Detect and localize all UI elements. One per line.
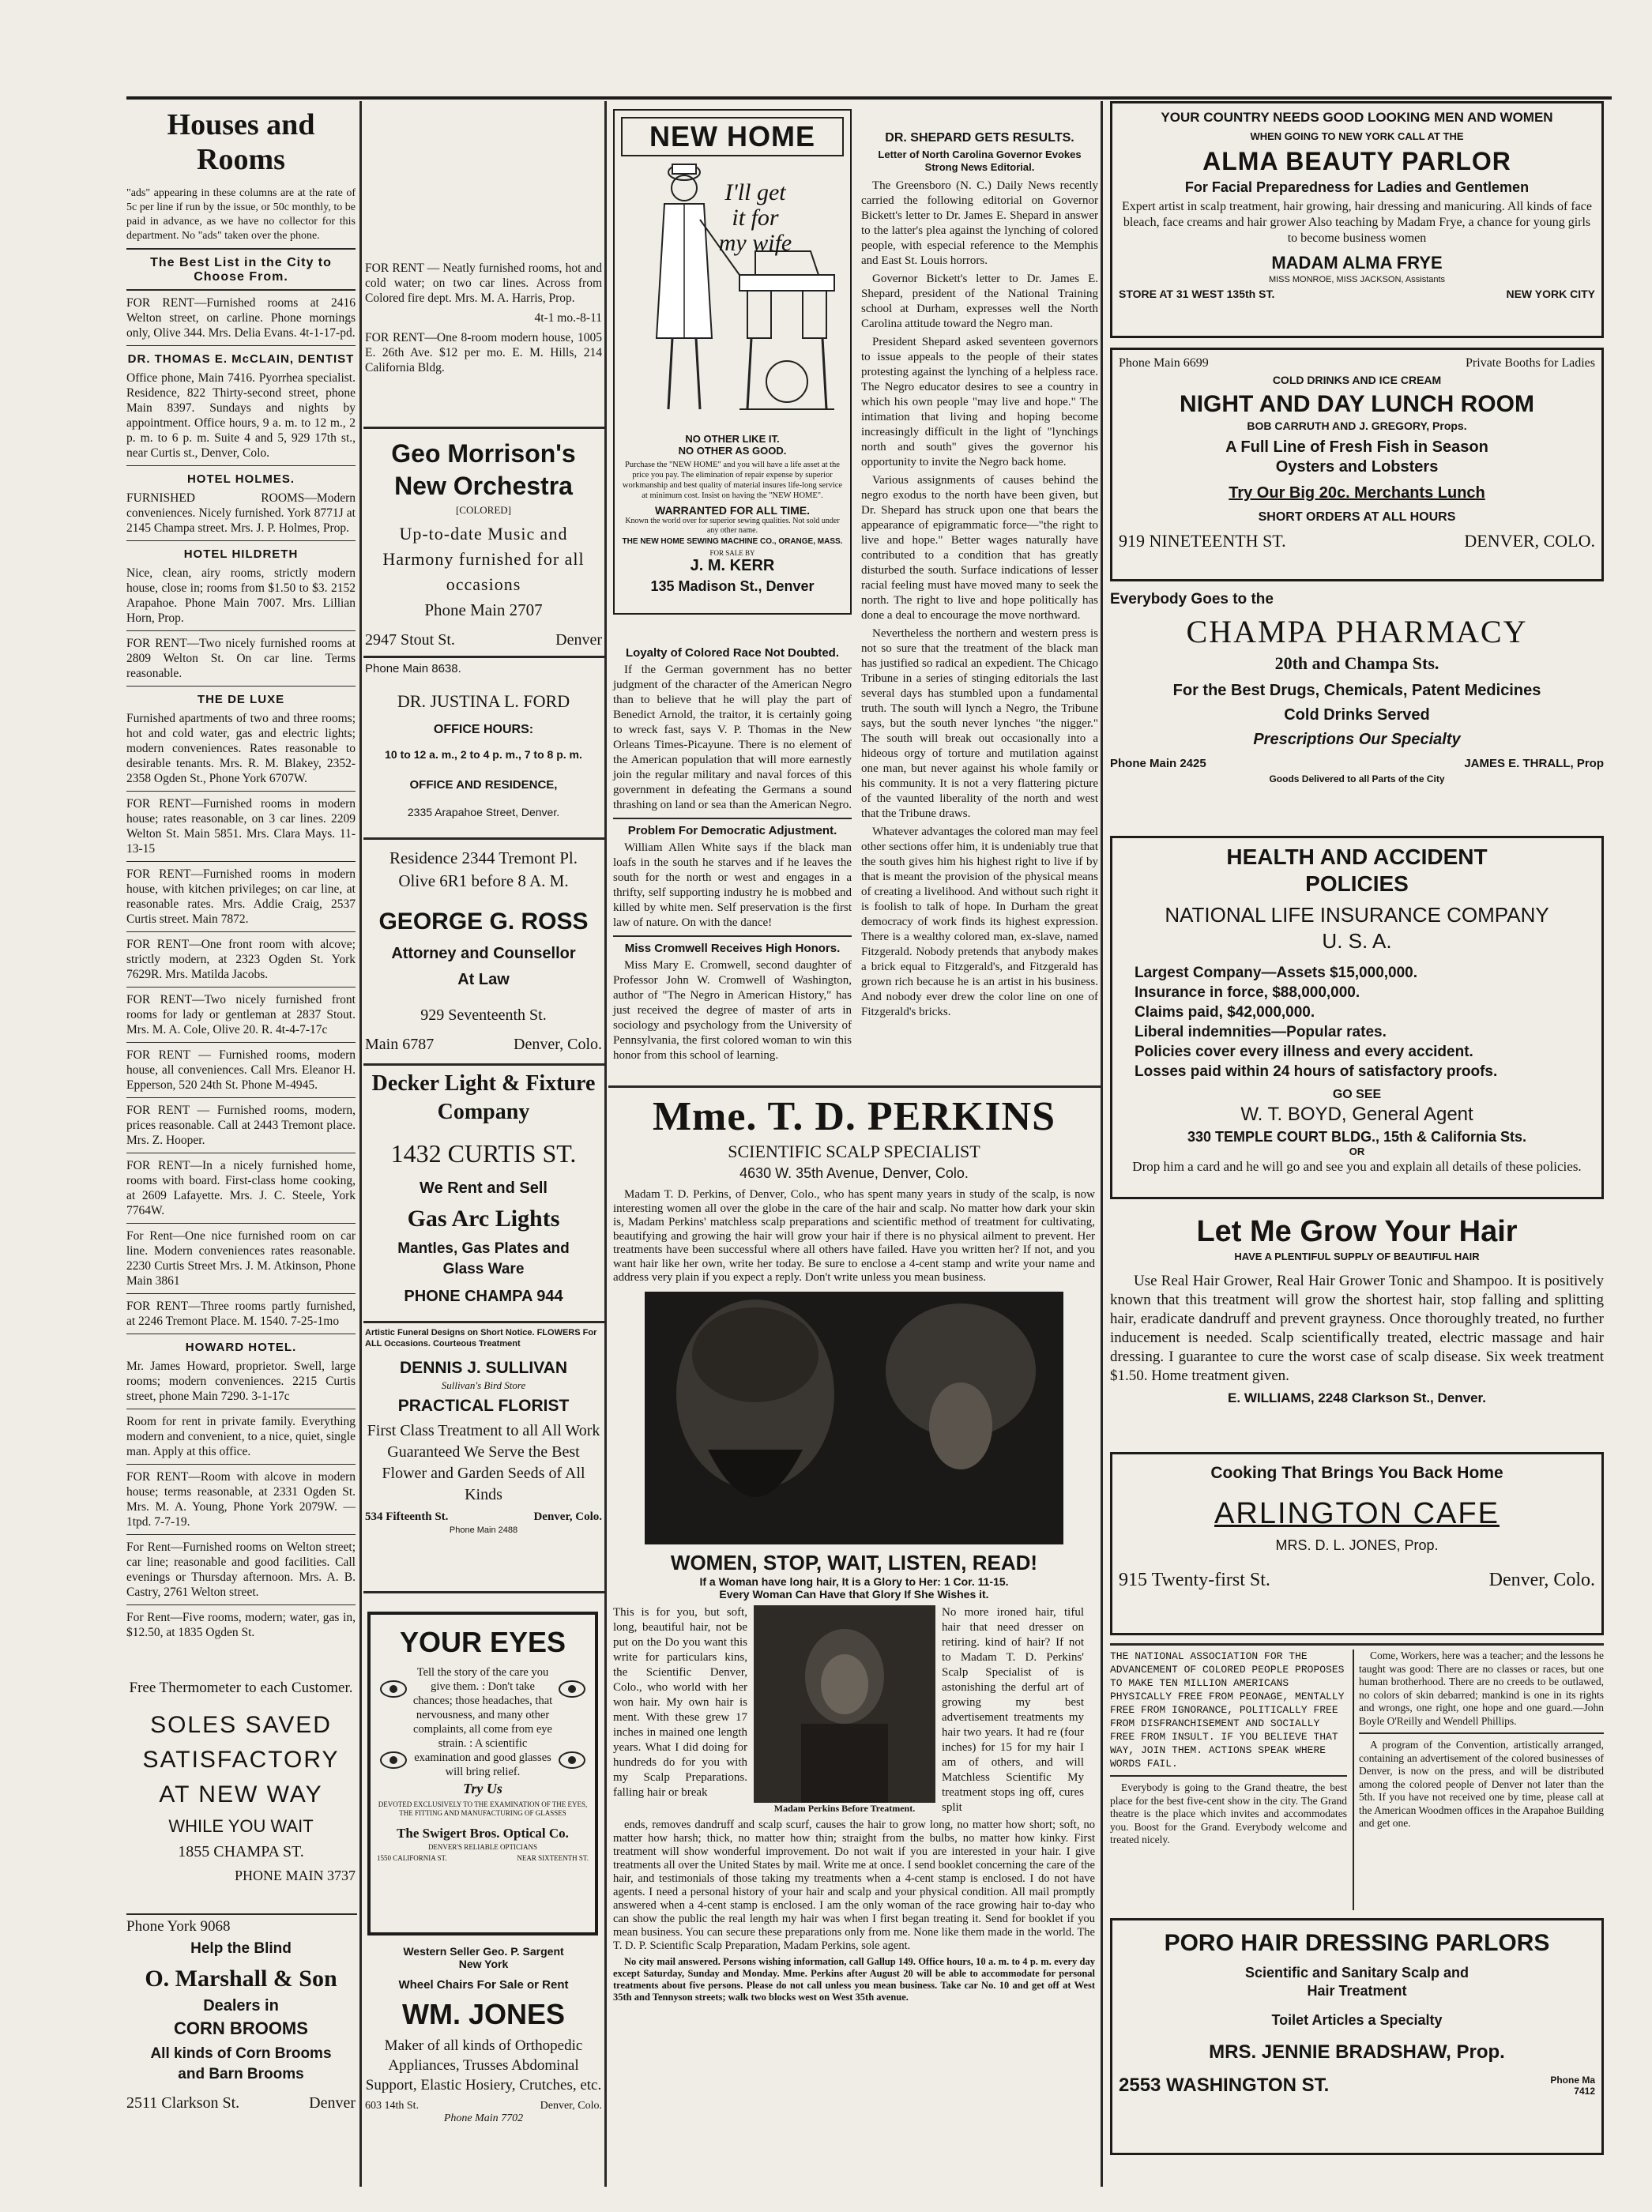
new-way: AT NEW WAY xyxy=(159,1781,323,1808)
newhome-addr: 135 Madison St., Denver xyxy=(650,578,815,594)
jones-top1: Western Seller Geo. P. Sargent xyxy=(403,1945,564,1958)
houses-column xyxy=(126,103,356,1639)
shepard-article xyxy=(861,126,1098,1074)
perkins-headline: WOMEN, STOP, WAIT, LISTEN, READ! xyxy=(670,1550,1038,1574)
newhome-kerr: J. M. KERR xyxy=(690,557,775,574)
ford-ad xyxy=(365,662,602,828)
pharmacy-addr: 20th and Champa Sts. xyxy=(1274,653,1439,673)
harris-tag: 4t-1 mo.-8-11 xyxy=(534,311,602,325)
classified-ad: FOR RENT—Two nicely furnished front rooms for lady or gentleman at 2837 Stout. Mrs. M. A. Cole, Olive 20. R. 4t-4-7-17c xyxy=(126,993,356,1036)
sullivan-body: First Class Treatment to all All Work Guaranteed We Serve the Best Flower and Garden Seeds of All Kinds xyxy=(367,1422,600,1503)
orchestra-title1: Geo Morrison's xyxy=(391,439,576,468)
shepard-head: DR. SHEPARD GETS RESULTS. xyxy=(885,131,1074,145)
insurance-drop: Drop him a card and he will go and see you and explain all details of these policies. xyxy=(1132,1159,1582,1174)
arlington-name: ARLINGTON CAFE xyxy=(1214,1497,1500,1530)
alma-madam: MADAM ALMA FRYE xyxy=(1271,253,1443,273)
eyes-company: The Swigert Bros. Optical Co. xyxy=(397,1826,569,1841)
shoe-address: 1855 CHAMPA ST. xyxy=(178,1843,304,1860)
shoe-phone: PHONE MAIN 3737 xyxy=(235,1868,356,1883)
col3-articles xyxy=(613,641,852,1068)
decker-line2: Gas Arc Lights xyxy=(407,1206,560,1232)
ford-hours: 10 to 12 a. m., 2 to 4 p. m., 7 to 8 p. m. xyxy=(385,748,582,761)
arlington-top: Cooking That Brings You Back Home xyxy=(1210,1464,1503,1482)
cromwell-head: Miss Cromwell Receives High Honors. xyxy=(624,942,841,955)
houses-title: Houses and Rooms xyxy=(167,108,315,176)
eyes-addr1: 1550 CALIFORNIA ST. xyxy=(377,1854,447,1862)
shepard-paragraph: Whatever advantages the colored man may feel other sections offer him, it is undeniably true that the south gives him his highest right to live if by that is meant the provision of the physical means of creating a livelihood. And without such right it is foolish to talk of hope. In Durham the great democracy of work finds its highest expression. There is a wealthy colored man, ex-slave, named Fitzgerald. Nobody pretends that anybody makes a brick equal to Fitzgerald's, and Fitzgerald has grown rich because he is an artist in his business. And nobody ever drew the color line on one of Fitzgerald's bricks. xyxy=(861,826,1098,1018)
satisfactory: SATISFACTORY xyxy=(142,1747,340,1773)
poro-addr: 2553 WASHINGTON ST. xyxy=(1119,2075,1330,2096)
perkins-right-col: No more ironed hair, tiful hair that need dresser on retiring. kind of hair? If not to Madam T. D. Perkins' Scalp Specialist of is astonishing the derful art of growing my best advertisement treatments my hair two years. It had re (four inches) for 15 for my hair I am of others, and will Matchless Scientific My treatment stops ing off, cures split xyxy=(942,1605,1084,1814)
newhome-slogan: I'll get it for my wife xyxy=(718,179,792,256)
insurance-line: Claims paid, $42,000,000. xyxy=(1135,1004,1315,1021)
decker-line1: We Rent and Sell xyxy=(420,1179,548,1197)
column-rule xyxy=(1101,101,1103,2187)
poro-name: PORO HAIR DRESSING PARLORS xyxy=(1164,1930,1550,1956)
sullivan-top: Artistic Funeral Designs on Short Notice. FLOWERS For ALL Occasions. Courteous Treatment xyxy=(365,1328,597,1349)
alma-ad xyxy=(1110,101,1604,338)
sullivan-addr: 534 Fifteenth St. xyxy=(365,1510,449,1523)
classified-heading: HOTEL HILDRETH xyxy=(183,547,299,561)
loyalty-body: If the German government has no better judgment of the character of the American Negro than to believe that he will play the part of Benedict Arnold, the traitor, it is certainly going to wreck fast, says V. P. Thomas in the New Orleans Times-Picayune. There is no element of the American population that will more earnestly join the regular military and naval forces of this government in defeating the Germans a sound thrashing on land or sea than the American Negro. xyxy=(613,664,852,811)
decker-name1: Decker Light & Fixture xyxy=(371,1071,596,1096)
alma-store: STORE AT 31 WEST 135th ST. xyxy=(1119,288,1275,300)
hair-sub: HAVE A PLENTIFUL SUPPLY OF BEAUTIFUL HAIR xyxy=(1234,1251,1480,1262)
classified-ad: FOR RENT—Three rooms partly furnished, at 2246 Tremont Place. M. 1540. 7-25-1mo xyxy=(126,1300,356,1328)
poro-ad xyxy=(1110,1918,1604,2155)
shepard-paragraph: The Greensboro (N. C.) Daily News recently carried the following editorial on Governor Bickett's letter to Dr. James E. Shepard in answer to the latter's plea against the lynching of colored people, with especial reference to the Memphis and East St. Louis horrors. xyxy=(861,179,1098,267)
pharmacy-name: CHAMPA PHARMACY xyxy=(1186,614,1528,649)
ford-office-hours: OFFICE HOURS: xyxy=(433,723,534,736)
poem-col xyxy=(1359,1650,1604,1910)
classified-ad: For Rent—One nice furnished room on car line. Modern conveniences rates reasonable. 2230 Curtis Street Mrs. J. M. Atkinson, Phone Main 3861 xyxy=(126,1229,356,1288)
eye-decor-icon xyxy=(555,1665,589,1792)
classified-ad: For Rent—Furnished rooms on Welton street; car line; reasonable and good facilities. Call evenings or Thursday afternoon. Mrs. A. B. Castry, 2761 Welton street. xyxy=(126,1540,356,1599)
perkins-before-photo xyxy=(754,1605,935,1803)
sullivan-florist: PRACTICAL FLORIST xyxy=(397,1397,570,1415)
all-kinds-2: and Barn Brooms xyxy=(178,2066,304,2082)
hair-body: Use Real Hair Grower, Real Hair Grower Tonic and Shampoo. It is positively known that this treatment will grow the shortest hair, stop falling and splitting hair, eradicate dandruff and prevent grayness. Once thoroughly treated, no further inducement is needed. Scalp scientifically treated, electric massage and hair dressing. I guarantee to cure the worst case of scalp disease. Six week treatment $1.50. Home treatment given. xyxy=(1110,1273,1604,1384)
insurance-usa: U. S. A. xyxy=(1322,929,1392,953)
convention-body: A program of the Convention, artistically arranged, containing an advertisement of the colored businesses of Denver, is now on the press, and will be distributed among the colored people of Denver not later than the 5th. If you have not received one by time, please call at the American Woodmen offices in the Arapahoe Building and get one. xyxy=(1359,1739,1604,1829)
ross-addr: 929 Seventeenth St. xyxy=(420,1006,547,1024)
jones-body: Maker of all kinds of Orthopedic Appliances, Trusses Abdominal Support, Elastic Hosiery, Crutches, etc. xyxy=(365,2037,602,2094)
jones-top2: New York xyxy=(458,1958,509,1970)
perkins-addr: 4630 W. 35th Avenue, Denver, Colo. xyxy=(739,1165,969,1181)
newhome-nogood: NO OTHER AS GOOD. xyxy=(678,445,787,457)
help-blind: Help the Blind xyxy=(190,1940,292,1957)
jones-name: WM. JONES xyxy=(401,1998,565,2030)
insurance-company: NATIONAL LIFE INSURANCE COMPANY xyxy=(1165,903,1549,927)
lunch-city: DENVER, COLO. xyxy=(1464,531,1595,551)
decker-ad xyxy=(365,1071,602,1308)
decker-phone: PHONE CHAMPA 944 xyxy=(404,1288,563,1305)
classified-ad: FOR RENT—In a nicely furnished home, rooms with board. First-class home cooking, at 2609 Lafayette. Mrs. J. C. Steele, York 7764W. xyxy=(126,1159,356,1217)
newhome-forsale: FOR SALE BY xyxy=(709,549,755,557)
classified-ad: Furnished apartments of two and three rooms; hot and cold water, gas and electric lights; modern conveniences. Rates reasonable to desirable tenants. Mrs. R. M. Blakey, 2352-2358 Ogden St., Phone York 6707W. xyxy=(126,712,356,785)
sullivan-sub: Sullivan's Bird Store xyxy=(441,1379,526,1391)
arlington-prop: MRS. D. L. JONES, Prop. xyxy=(1275,1537,1439,1553)
decker-name2: Company xyxy=(437,1100,530,1124)
poro-toilet: Toilet Articles a Specialty xyxy=(1271,2012,1443,2028)
soles-saved: SOLES SAVED xyxy=(150,1712,332,1738)
hair-ad xyxy=(1110,1215,1604,1444)
perkins-everywoman: Every Woman Can Have that Glory If She Wishes it. xyxy=(719,1587,989,1601)
newhome-nolike: NO OTHER LIKE IT. xyxy=(685,433,780,445)
ross-title1: Attorney and Counsellor xyxy=(391,945,576,962)
eyes-body: Tell the story of the care you give them. : Don't take chances; those headaches, that nervousness, and many other complaints, all come from eye strain. : A scientific examination and good glasses will bring relief. xyxy=(412,1666,553,1778)
perkins-left-col: This is for you, but soft, long, beautiful hair, not be put on the Do you want this write for particulars kins, the Scientific Denver, Colo., who world with her won hair. My own hair is ment. With these grew 17 inches in mained one length years. What I did doing for hundreds do for you with my Scalp Preparations. falling hair or break xyxy=(613,1605,747,1799)
shepard-paragraph: President Shepard asked seventeen governors to issue appeals to the people of their states protesting against the lynching of a helpless race. The Negro educator desires to see a country in which his own people "may live and hope." The intimation that living and hoping become increasingly difficult in the light of "lynchings north and south" gives the governor his opportunity to invite the Negro back home. xyxy=(861,336,1098,468)
blind-ad xyxy=(126,1918,356,2179)
insurance-line: Insurance in force, $88,000,000. xyxy=(1135,984,1360,1001)
ross-title2: At Law xyxy=(457,971,510,988)
eyes-try: Try Us xyxy=(463,1781,502,1796)
insurance-bldg: 330 TEMPLE COURT BLDG., 15th & California Sts. xyxy=(1187,1129,1527,1145)
poem-body: Come, Workers, here was a teacher; and the lessons he taught was good: There are no classes or races, but one human brotherhood. There are no creeds to be outlawed, no colors of skin debarred; mankind is one in its rights and wrongs, one right, one hope and one guard.—John Boyle O'Reilly and Wendell Phillips. xyxy=(1359,1650,1604,1727)
newhome-known: Known the world over for superior sewing qualities. Not sold under any other name. xyxy=(625,517,840,535)
hair-sig: E. WILLIAMS, 2248 Clarkson St., Denver. xyxy=(1228,1390,1486,1405)
shepard-paragraph: Various assignments of causes behind the negro exodus to the north have been given, but Dr. Shepard has struck upon one that bears the appearance of epigrammatic force—"the right to live and hope." Better wages naturally have contributed to a condition that has greatly disturbed the south. Surface indications of lesser racial feeling must have moved many to seek the north. The right to live and hope politically has done a deal to encourage the move northward. xyxy=(861,474,1098,622)
lunch-booths: Private Booths for Ladies xyxy=(1466,356,1595,370)
classified-heading: DR. THOMAS E. McCLAIN, DENTIST xyxy=(127,352,355,366)
ross-name: GEORGE G. ROSS xyxy=(378,908,589,935)
arlington-city: Denver, Colo. xyxy=(1488,1570,1595,1590)
orchestra-title2: New Orchestra xyxy=(394,472,573,500)
classified-ad: Room for rent in private family. Everything modern and convenient, to a nice, quiet, single man. Apply at this office. xyxy=(126,1415,356,1458)
classified-heading: HOTEL HOLMES. xyxy=(186,472,295,486)
woman-long-hair-photo xyxy=(645,1292,1063,1544)
perkins-sub: SCIENTIFIC SCALP SPECIALIST xyxy=(728,1142,980,1161)
classified-ad: FOR RENT—Two nicely furnished rooms at 2809 Welton St. On car line. Terms reasonable. xyxy=(126,637,356,680)
classified-ad: FOR RENT—Furnished rooms in modern house; rates reasonable, on 3 car lines. 2209 Welton St. Main 5851. Mrs. Clara Mays. 11-13-15 xyxy=(126,797,356,856)
orchestra-body: Up-to-date Music and Harmony furnished for all occasions xyxy=(382,524,585,594)
pharmacy-rx: Prescriptions Our Specialty xyxy=(1253,731,1461,748)
newhome-company: THE NEW HOME SEWING MACHINE CO., ORANGE, MASS. xyxy=(622,537,843,546)
newhome-warranted: WARRANTED FOR ALL TIME. xyxy=(655,504,810,517)
pharmacy-goes: Everybody Goes to the xyxy=(1110,591,1274,608)
sullivan-phone: Phone Main 2488 xyxy=(449,1525,518,1535)
classified-ad: FOR RENT — Furnished rooms, modern house, all conveniences. Call Mrs. Eleanor H. Epperson, 520 24th St. Phone M-4945. xyxy=(126,1048,356,1092)
lunch-addr: 919 NINETEENTH ST. xyxy=(1119,531,1286,551)
perkins-footer: No city mail answered. Persons wishing information, call Gallup 149. Office hours, 10 a. m. to 4 p. m. every day except Saturday, Sunday and Monday. Mme. Perkins after August 20 will be able to accommodate for personal treatments about five persons. Please do not call unless you mean business. Take car No. 10 and get off at West 35th and Tennyson streets; walk two blocks west on West 35th avenue. xyxy=(613,1955,1095,2003)
perkins-photo xyxy=(645,1292,1063,1544)
lunch-ad xyxy=(1110,348,1604,581)
before-treatment-photo xyxy=(754,1605,935,1803)
poro-prop: MRS. JENNIE BRADSHAW, Prop. xyxy=(1209,2041,1505,2063)
poro-sub2: Hair Treatment xyxy=(1307,1983,1407,1999)
while-you-wait: WHILE YOU WAIT xyxy=(168,1816,314,1836)
orchestra-colored: [COLORED] xyxy=(455,504,512,516)
eyes-title: YOUR EYES xyxy=(399,1626,566,1658)
ross-main: Main 6787 xyxy=(365,1036,435,1053)
lunch-lunch: Try Our Big 20c. Merchants Lunch xyxy=(1229,484,1485,502)
insurance-or: OR xyxy=(1349,1146,1365,1157)
jones-addr: 603 14th St. xyxy=(365,2100,420,2112)
alma-ny: WHEN GOING TO NEW YORK CALL AT THE xyxy=(1250,130,1464,142)
alma-name: ALMA BEAUTY PARLOR xyxy=(1202,147,1511,175)
sullivan-ad xyxy=(365,1327,602,1556)
lunch-short: SHORT ORDERS AT ALL HOURS xyxy=(1258,510,1456,524)
ford-office: OFFICE AND RESIDENCE, xyxy=(409,778,558,792)
orchestra-addr: 2947 Stout St. xyxy=(365,631,455,649)
decker-line3: Mantles, Gas Plates and xyxy=(397,1240,570,1257)
classified-ad: For Rent—Five rooms, modern; water, gas in, $12.50, at 1835 Ogden St. xyxy=(126,1611,356,1639)
lunch-oysters: Oysters and Lobsters xyxy=(1275,458,1439,476)
classified-heading: HOWARD HOTEL. xyxy=(185,1341,297,1354)
naacp-col xyxy=(1110,1650,1347,1910)
corn-brooms: CORN BROOMS xyxy=(174,2018,308,2038)
pharmacy-cold: Cold Drinks Served xyxy=(1284,706,1430,724)
column-rule xyxy=(359,101,362,2187)
classified-ad: Office phone, Main 7416. Pyorrhea specialist. Residence, 822 Thirty-second street, phone Main 8397. Sundays and nights by appointment. Office hours, 9 a. m. to 12 m., 2 p. m. to 6 p. m. Suite 4 and 5, 929 17th st., near Curtis st., Denver, Colo. xyxy=(126,371,356,460)
blind-phone: Phone York 9068 xyxy=(126,1918,231,1935)
insurance-line: Largest Company—Assets $15,000,000. xyxy=(1135,965,1418,981)
classified-ad: Nice, clean, airy rooms, strictly modern house, close in; rooms from $1.50 to $3. 2152 Arapahoe. Phone Main 7007. Mrs. Lillian Horn, Prop. xyxy=(126,566,356,625)
insurance-agent: W. T. BOYD, General Agent xyxy=(1240,1104,1473,1125)
eyes-ad xyxy=(367,1612,598,1936)
cromwell-body: Miss Mary E. Cromwell, second daughter of Professor John W. Cromwell of Washington, author of "The Negro in American History," has just received the degree of master of arts in sociology and psychology from the University of Pennsylvania, the first colored woman to win this honor from this school of learning. xyxy=(613,959,852,1062)
jones-wheel: Wheel Chairs For Sale or Rent xyxy=(398,1978,569,1992)
column-rule xyxy=(604,101,607,2187)
best-list: The Best List in the City to Choose From. xyxy=(150,256,332,284)
pharmacy-best: For the Best Drugs, Chemicals, Patent Medicines xyxy=(1172,682,1541,699)
sullivan-name: DENNIS J. SULLIVAN xyxy=(400,1359,567,1377)
newhome-ad xyxy=(613,109,852,615)
lunch-props: BOB CARRUTH AND J. GREGORY, Props. xyxy=(1247,419,1467,432)
marshall-name: O. Marshall & Son xyxy=(145,1966,337,1992)
pharmacy-goods: Goods Delivered to all Parts of the City xyxy=(1269,773,1445,784)
classified-ad: Mr. James Howard, proprietor. Swell, large rooms; modern conveniences. 2215 Curtis street, phone Main 7290. 3-1-17c xyxy=(126,1360,356,1403)
pharmacy-prop: JAMES E. THRALL, Prop xyxy=(1464,757,1604,770)
eyes-addr2: NEAR SIXTEENTH ST. xyxy=(517,1854,589,1862)
orchestra-ad xyxy=(365,439,602,653)
ford-addr: 2335 Arapahoe Street, Denver. xyxy=(407,806,560,818)
insurance-ad xyxy=(1110,836,1604,1199)
dealers-in: Dealers in xyxy=(203,1997,279,2014)
orchestra-phone: Phone Main 2707 xyxy=(424,600,543,619)
jones-city: Denver, Colo. xyxy=(540,2100,602,2112)
top-rule xyxy=(126,96,1612,100)
classified-ad: FOR RENT — Furnished rooms, modern, prices reasonable. Call at 2443 Tremont place. Mrs. Z. Hooper. xyxy=(126,1104,356,1147)
insurance-title2: POLICIES xyxy=(1305,871,1409,896)
problem-head: Problem For Democratic Adjustment. xyxy=(627,824,837,837)
lunch-name: NIGHT AND DAY LUNCH ROOM xyxy=(1180,391,1534,417)
problem-body: William Allen White says if the black man loafs in the south he starves and if he leaves the south for the north or west and engages in a thrifty, self supporting industry he is mobbed and killed by white men. Self preservation is the first law of nature. On with the dance! xyxy=(613,841,852,929)
classified-ad: FOR RENT—Furnished rooms in modern house, with kitchen privileges; on car line, at reasonable rates. Mrs. Addie Craig, 2537 Curtis street. Main 7872. xyxy=(126,867,356,926)
lunch-drinks: COLD DRINKS AND ICE CREAM xyxy=(1272,374,1442,386)
ross-res: Residence 2344 Tremont Pl. xyxy=(389,848,578,867)
houses-intro: "ads" appearing in these columns are at the rate of 5c per line if run by the issue, or 50c monthly, to be paid in advance, as we have no collector for this department. No "ads" taken over the phone. xyxy=(126,187,356,242)
decker-line4: Glass Ware xyxy=(442,1261,525,1277)
classified-heading: THE DE LUXE xyxy=(197,693,285,706)
ford-name: DR. JUSTINA L. FORD xyxy=(397,691,570,711)
perkins-photo-caption: Madam Perkins Before Treatment. xyxy=(773,1802,916,1814)
classified-list xyxy=(126,295,356,1640)
pharmacy-ad xyxy=(1110,591,1604,812)
eyes-reliable: DENVER'S RELIABLE OPTICIANS xyxy=(427,1843,538,1851)
orchestra-city: Denver xyxy=(555,631,602,649)
arlington-addr: 915 Twenty-first St. xyxy=(1119,1570,1270,1590)
shepard-paragraph: Governor Bickett's letter to Dr. James E. Shepard, president of the National Training school at Durham, expresses well the North Carolina attitude toward the Negro man. xyxy=(861,273,1098,330)
insurance-gosee: GO SEE xyxy=(1332,1088,1382,1101)
harris-ad: FOR RENT — Neatly furnished rooms, hot and cold water; on two car lines. Across from Colored fire dept. Mrs. M. A. Harris, Prop. xyxy=(365,261,602,305)
insurance-line: Liberal indemnities—Popular rates. xyxy=(1135,1024,1387,1040)
hair-title: Let Me Grow Your Hair xyxy=(1196,1215,1518,1248)
newhome-title: NEW HOME xyxy=(621,117,844,156)
jones-ad xyxy=(365,1945,602,2182)
shepard-sub: Letter of North Carolina Governor Evokes Strong News Editorial. xyxy=(878,149,1082,173)
perkins-ad xyxy=(613,1093,1095,2184)
classified-ad: FOR RENT—Furnished rooms at 2416 Welton street, on carline. Phone mornings only, Olive 344. Mrs. Delia Evans. 4t-1-17-pd. xyxy=(126,296,356,340)
alma-top: YOUR COUNTRY NEEDS GOOD LOOKING MEN AND WOMEN xyxy=(1161,110,1553,125)
classified-ad: FOR RENT—Room with alcove in modern house; terms reasonable, at 2331 Ogden St. Mrs. M. A. Young, Phone York 2079W. —1tpd. 7-7-19. xyxy=(126,1470,356,1529)
classified-ad: FURNISHED ROOMS—Modern conveniences. Nicely furnished. York 8771J at 2145 Champa street. Mrs. J. P. Holmes, Prop. xyxy=(126,491,356,535)
blind-address: 2511 Clarkson St. xyxy=(126,2094,240,2112)
pharmacy-phone: Phone Main 2425 xyxy=(1110,757,1206,770)
shepard-paragraph: Nevertheless the northern and western press is not so sure that the treatment of the black man has justified so radical an expedient. The Chicago Tribune in a series of stinging editorials the last several days has stumbled upon a fundamental truth. The south will lynch a Negro, the Tribune says, but the south never lynches "the nigger." The south will break out occasionally into a hideous orgy of torture and mutilation against one man, but never against his whole family or his community. It is not a very flattering picture of the vaunted liberality of the north and west that the Tribune draws. xyxy=(861,627,1098,820)
col2-classifieds xyxy=(365,261,602,419)
lunch-fish: A Full Line of Fresh Fish in Season xyxy=(1225,438,1488,456)
perkins-intro: Madam T. D. Perkins, of Denver, Colo., who has spent many years in study of the scalp, is now interesting women all over the globe in the care of the hair and scalp. No matter how dark your skin is, Madam Perkins' matchless scalp preparations and scientific method of treatment for cultivating, beautifying and growing the hair will grow your hair if there is no physical ailment to prevent. Her treatments have been successful where all others have failed. Have you written her? If not, and you want hair like her own, write her today. Be sure to enclose a 4-cent stamp and write your name and address very plain if you expect a reply. Don't write unless you mean business. xyxy=(613,1188,1095,1284)
ross-city: Denver, Colo. xyxy=(514,1036,602,1053)
lunch-phone: Phone Main 6699 xyxy=(1119,356,1209,370)
theatre-body: Everybody is going to the Grand theatre, the best place for the best five-cent show in the city. The Grand theatre is the place which invites and accommodates you. Boost for the Grand. Everybody welcome and treated nicely. xyxy=(1110,1781,1347,1845)
classified-ad: FOR RENT—One front room with alcove; strictly modern, at 2323 Ogden St. York 7629R. Mrs. Matilda Jacobs. xyxy=(126,938,356,981)
perkins-body: ends, removes dandruff and scalp scurf, causes the hair to grow long, no matter how short; soft, no matter how harsh; thick, no matter how thin; straight from the bulbs, no matter how kinky. First treatment will show wonderful improvement. Do not wait if you are interested in your hair. I give treatments all over the United States by mail. Write me at once. I send booklet concerning the care of the hair, and testimonials of those taking my treatments when a 4-cent stamp is enclosed. I do not have agents. I need a personal history of your hair and scalp and your physical condition. All mail promptly answered when a 4-cent stamp is enclosed. I am the only woman of the race growing hair to-day who can show the public the real length my hair was when I first began treating it. Send for booklet if you mean business. You can secure these preparations only from me. None like them made in the world. The T. D. P. Scientific Scalp Preparation, Madam Perkins, sole agent. xyxy=(613,1818,1095,1952)
insurance-line: Losses paid within 24 hours of satisfactory proofs. xyxy=(1135,1063,1498,1080)
naacp-body: THE NATIONAL ASSOCIATION FOR THE ADVANCEMENT OF COLORED PEOPLE PROPOSES TO MAKE TEN MILLION AMERICANS PHYSICALLY FREE FROM PEONAGE, MENTALLY FREE FROM IGNORANCE, POLITICALLY FREE FROM DISFRANCHISEMENT AND SOCIALLY FREE FROM INSULT. IF YOU BELIEVE THAT WAY, JOIN THEM. ACTIONS SPEAK WHERE WORDS FAIL. xyxy=(1110,1650,1345,1770)
poro-phone: Phone Ma 7412 xyxy=(1550,2075,1595,2097)
all-kinds-1: All kinds of Corn Brooms xyxy=(150,2045,332,2062)
insurance-title1: HEALTH AND ACCIDENT xyxy=(1226,845,1488,869)
loyalty-head: Loyalty of Colored Race Not Doubted. xyxy=(625,646,839,660)
ross-olive: Olive 6R1 before 8 A. M. xyxy=(398,871,569,890)
newhome-body: Purchase the "NEW HOME" and you will have a life asset at the price you pay. The elimination of repair expense by superior workmanship and best quality of material insures life-long service at minimum cost. Insist on having the "NEW HOME". xyxy=(622,461,843,500)
insurance-line: Policies cover every illness and every accident. xyxy=(1135,1044,1473,1060)
alma-body: Expert artist in scalp treatment, hair growing, hair dressing and manicuring. All kinds of face bleach, face creams and hair grower Also teaching by Madam Frye, a chance for young girls to become business women xyxy=(1122,200,1592,245)
eye-decor-icon xyxy=(377,1665,410,1792)
arlington-ad xyxy=(1110,1452,1604,1635)
perkins-scripture: If a Woman have long hair, It is a Glory to Her: 1 Cor. 11-15. xyxy=(699,1574,1009,1588)
decker-addr: 1432 CURTIS ST. xyxy=(390,1139,577,1168)
poro-sub1: Scientific and Sanitary Scalp and xyxy=(1244,1965,1469,1981)
jones-phone: Phone Main 7702 xyxy=(443,2112,524,2124)
alma-prep: For Facial Preparedness for Ladies and Gentlemen xyxy=(1184,179,1530,195)
sullivan-city: Denver, Colo. xyxy=(533,1510,602,1523)
eyes-devoted: DEVOTED EXCLUSIVELY TO THE EXAMINATION OF THE EYES, THE FITTING AND MANUFACTURING OF GLASSES xyxy=(378,1800,588,1817)
hills-ad: FOR RENT—One 8-room modern house, 1005 E. 26th Ave. $12 per mo. E. M. Hills, 214 California Bldg. xyxy=(365,331,602,374)
ford-phone: Phone Main 8638. xyxy=(365,662,461,675)
perkins-title: Mme. T. D. PERKINS xyxy=(652,1094,1056,1139)
ross-ad xyxy=(365,848,602,1085)
alma-city: NEW YORK CITY xyxy=(1506,288,1595,300)
thermometer-line: Free Thermometer to each Customer. xyxy=(129,1680,353,1696)
alma-assist: MISS MONROE, MISS JACKSON, Assistants xyxy=(1268,275,1446,284)
blind-city: Denver xyxy=(309,2094,356,2112)
